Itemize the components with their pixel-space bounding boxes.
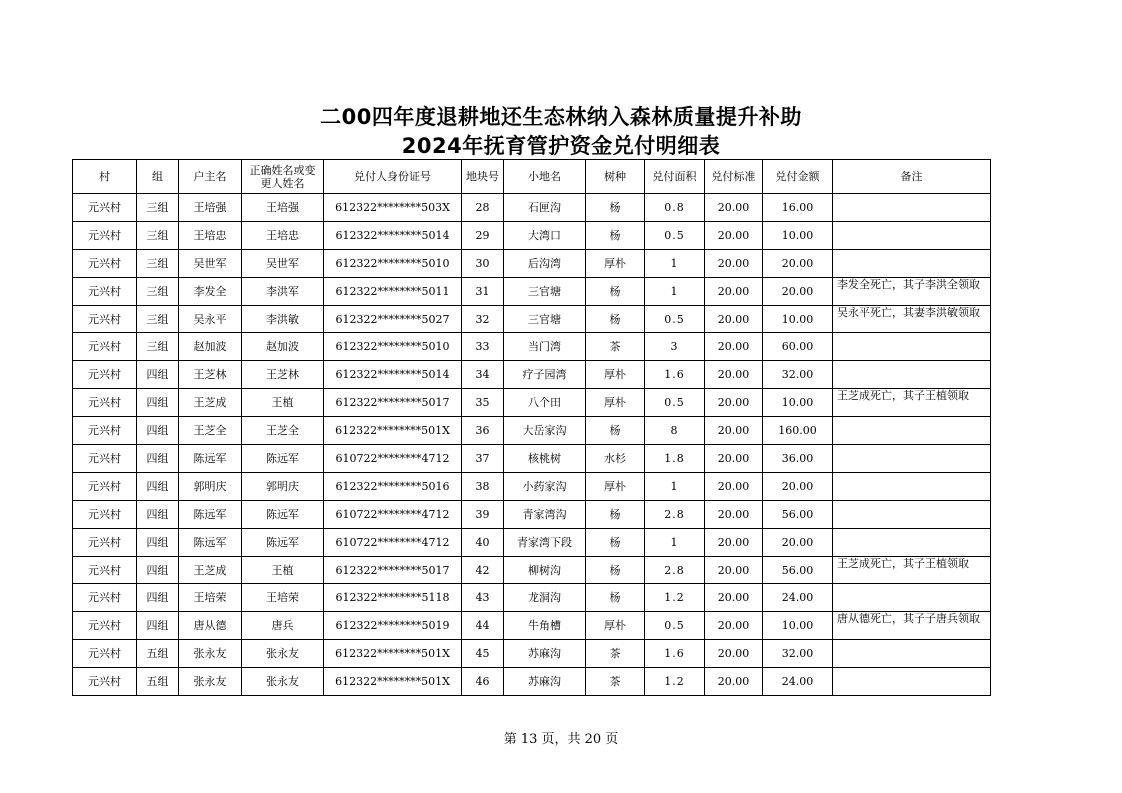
table-row: [73, 249, 991, 277]
cell-amount: 20.00: [763, 472, 833, 500]
table-body: [73, 194, 991, 696]
cell-amount: 16.00: [763, 194, 833, 222]
header-area: 兑付面积: [645, 160, 705, 194]
cell-group: 四组: [137, 556, 179, 584]
cell-remark: [833, 249, 991, 277]
cell-tree-species: 厚朴: [586, 389, 645, 417]
cell-area: 1.2: [645, 668, 705, 696]
cell-id-number: 610722********4712: [324, 445, 462, 473]
table-row: [73, 668, 991, 696]
cell-correct-name: 王培荣: [242, 584, 324, 612]
cell-tree-species: 杨: [586, 221, 645, 249]
cell-householder: 陈远军: [179, 445, 242, 473]
cell-standard: 20.00: [705, 472, 763, 500]
header-village: 村: [73, 160, 137, 194]
cell-standard: 20.00: [705, 500, 763, 528]
cell-standard: 20.00: [705, 584, 763, 612]
cell-plot-number: 33: [462, 333, 504, 361]
table-row: [73, 417, 991, 445]
cell-area: 1.8: [645, 445, 705, 473]
cell-village: 元兴村: [73, 668, 137, 696]
cell-tree-species: 杨: [586, 528, 645, 556]
cell-correct-name: 郭明庆: [242, 472, 324, 500]
cell-standard: 20.00: [705, 445, 763, 473]
cell-correct-name: 王培强: [242, 194, 324, 222]
cell-id-number: 610722********4712: [324, 500, 462, 528]
cell-standard: 20.00: [705, 528, 763, 556]
cell-id-number: 612322********5118: [324, 584, 462, 612]
cell-tree-species: 茶: [586, 668, 645, 696]
table-row: [73, 389, 991, 417]
header-tree-species: 树种: [586, 160, 645, 194]
cell-plot-number: 45: [462, 640, 504, 668]
cell-id-number: 612322********5027: [324, 305, 462, 333]
cell-remark: 王芝成死亡，其子王植领取: [833, 556, 991, 584]
cell-place-name: 三官塘: [504, 277, 586, 305]
cell-amount: 20.00: [763, 277, 833, 305]
cell-plot-number: 40: [462, 528, 504, 556]
table-row: [73, 305, 991, 333]
cell-amount: 20.00: [763, 249, 833, 277]
cell-place-name: 苏麻沟: [504, 668, 586, 696]
cell-group: 三组: [137, 221, 179, 249]
cell-correct-name: 王培忠: [242, 221, 324, 249]
cell-village: 元兴村: [73, 194, 137, 222]
cell-correct-name: 王植: [242, 389, 324, 417]
cell-area: 0.5: [645, 221, 705, 249]
cell-place-name: 大岳家沟: [504, 417, 586, 445]
cell-amount: 10.00: [763, 612, 833, 640]
cell-group: 四组: [137, 389, 179, 417]
cell-area: 2.8: [645, 500, 705, 528]
cell-standard: 20.00: [705, 277, 763, 305]
table-row: [73, 333, 991, 361]
cell-standard: 20.00: [705, 417, 763, 445]
cell-group: 四组: [137, 361, 179, 389]
cell-place-name: 八个田: [504, 389, 586, 417]
cell-area: 3: [645, 333, 705, 361]
cell-remark: 吴永平死亡，其妻李洪敏领取: [833, 305, 991, 333]
cell-area: 1: [645, 249, 705, 277]
cell-plot-number: 35: [462, 389, 504, 417]
cell-area: 1: [645, 277, 705, 305]
cell-area: 1.6: [645, 361, 705, 389]
cell-group: 四组: [137, 445, 179, 473]
cell-village: 元兴村: [73, 249, 137, 277]
cell-remark: [833, 500, 991, 528]
cell-village: 元兴村: [73, 472, 137, 500]
cell-householder: 王芝成: [179, 556, 242, 584]
cell-village: 元兴村: [73, 528, 137, 556]
cell-plot-number: 31: [462, 277, 504, 305]
payment-detail-table: [72, 159, 991, 696]
table-row: [73, 528, 991, 556]
cell-amount: 20.00: [763, 528, 833, 556]
cell-group: 三组: [137, 305, 179, 333]
cell-area: 8: [645, 417, 705, 445]
cell-correct-name: 陈远军: [242, 445, 324, 473]
cell-village: 元兴村: [73, 612, 137, 640]
cell-village: 元兴村: [73, 305, 137, 333]
cell-remark: 唐从德死亡，其子子唐兵领取: [833, 612, 991, 640]
cell-householder: 王芝全: [179, 417, 242, 445]
cell-remark: [833, 472, 991, 500]
cell-householder: 王培荣: [179, 584, 242, 612]
cell-area: 0.5: [645, 389, 705, 417]
cell-amount: 24.00: [763, 668, 833, 696]
cell-group: 四组: [137, 612, 179, 640]
document-title-line2: 2024年抚育管护资金兑付明细表: [401, 134, 721, 158]
cell-id-number: 610722********4712: [324, 528, 462, 556]
cell-correct-name: 陈远军: [242, 528, 324, 556]
cell-householder: 王芝林: [179, 361, 242, 389]
cell-id-number: 612322********501X: [324, 640, 462, 668]
cell-amount: 24.00: [763, 584, 833, 612]
cell-area: 0.5: [645, 305, 705, 333]
cell-tree-species: 杨: [586, 194, 645, 222]
table-row: [73, 221, 991, 249]
cell-standard: 20.00: [705, 221, 763, 249]
table-row: [73, 445, 991, 473]
cell-correct-name: 陈远军: [242, 500, 324, 528]
cell-tree-species: 茶: [586, 640, 645, 668]
cell-standard: 20.00: [705, 556, 763, 584]
table-row: [73, 640, 991, 668]
cell-village: 元兴村: [73, 361, 137, 389]
cell-amount: 56.00: [763, 500, 833, 528]
table-row: [73, 584, 991, 612]
cell-standard: 20.00: [705, 389, 763, 417]
cell-correct-name: 唐兵: [242, 612, 324, 640]
cell-householder: 吴世军: [179, 249, 242, 277]
cell-id-number: 612322********5011: [324, 277, 462, 305]
cell-id-number: 612322********5017: [324, 389, 462, 417]
cell-village: 元兴村: [73, 445, 137, 473]
cell-plot-number: 32: [462, 305, 504, 333]
table-header-row: [73, 160, 991, 194]
cell-correct-name: 王芝林: [242, 361, 324, 389]
cell-householder: 王培忠: [179, 221, 242, 249]
cell-id-number: 612322********501X: [324, 668, 462, 696]
cell-standard: 20.00: [705, 305, 763, 333]
cell-id-number: 612322********5014: [324, 221, 462, 249]
document-title-line1: 二00四年度退耕地还生态林纳入森林质量提升补助: [320, 105, 802, 129]
cell-village: 元兴村: [73, 221, 137, 249]
table-row: [73, 277, 991, 305]
header-remark: 备注: [833, 160, 991, 194]
header-id-number: 兑付人身份证号: [324, 160, 462, 194]
cell-amount: 60.00: [763, 333, 833, 361]
cell-group: 三组: [137, 277, 179, 305]
cell-tree-species: 厚朴: [586, 612, 645, 640]
cell-tree-species: 杨: [586, 305, 645, 333]
cell-tree-species: 厚朴: [586, 249, 645, 277]
cell-place-name: 三官塘: [504, 305, 586, 333]
cell-id-number: 612322********5016: [324, 472, 462, 500]
cell-correct-name: 赵加波: [242, 333, 324, 361]
cell-householder: 唐从德: [179, 612, 242, 640]
cell-householder: 王芝成: [179, 389, 242, 417]
header-plot-number: 地块号: [462, 160, 504, 194]
cell-place-name: 小药家沟: [504, 472, 586, 500]
header-place-name: 小地名: [504, 160, 586, 194]
cell-amount: 10.00: [763, 389, 833, 417]
cell-area: 1: [645, 528, 705, 556]
cell-correct-name: 张永友: [242, 640, 324, 668]
cell-correct-name: 王植: [242, 556, 324, 584]
cell-amount: 56.00: [763, 556, 833, 584]
cell-amount: 32.00: [763, 361, 833, 389]
cell-remark: [833, 221, 991, 249]
header-amount: 兑付金额: [763, 160, 833, 194]
cell-village: 元兴村: [73, 389, 137, 417]
cell-remark: [833, 528, 991, 556]
cell-place-name: 当门湾: [504, 333, 586, 361]
cell-place-name: 后沟湾: [504, 249, 586, 277]
cell-village: 元兴村: [73, 640, 137, 668]
cell-group: 四组: [137, 584, 179, 612]
cell-area: 0.8: [645, 194, 705, 222]
cell-tree-species: 杨: [586, 277, 645, 305]
cell-group: 四组: [137, 528, 179, 556]
cell-remark: [833, 445, 991, 473]
cell-standard: 20.00: [705, 194, 763, 222]
table-row: [73, 500, 991, 528]
cell-area: 1: [645, 472, 705, 500]
cell-area: 1.6: [645, 640, 705, 668]
cell-id-number: 612322********501X: [324, 417, 462, 445]
cell-householder: 赵加波: [179, 333, 242, 361]
cell-plot-number: 46: [462, 668, 504, 696]
cell-remark: 王芝成死亡，其子王植领取: [833, 389, 991, 417]
cell-tree-species: 厚朴: [586, 361, 645, 389]
cell-id-number: 612322********503X: [324, 194, 462, 222]
cell-group: 五组: [137, 640, 179, 668]
page-footer: 第 13 页，共 20 页: [503, 732, 619, 747]
cell-plot-number: 42: [462, 556, 504, 584]
table-row: [73, 612, 991, 640]
cell-remark: [833, 417, 991, 445]
table-row: [73, 361, 991, 389]
cell-place-name: 疗子园湾: [504, 361, 586, 389]
cell-id-number: 612322********5017: [324, 556, 462, 584]
cell-plot-number: 34: [462, 361, 504, 389]
cell-householder: 张永友: [179, 640, 242, 668]
cell-amount: 10.00: [763, 305, 833, 333]
cell-tree-species: 厚朴: [586, 472, 645, 500]
cell-remark: 李发全死亡，其子李洪全领取: [833, 277, 991, 305]
header-correct-name: 正确姓名或变更人姓名: [242, 160, 324, 194]
cell-tree-species: 杨: [586, 584, 645, 612]
cell-group: 四组: [137, 500, 179, 528]
cell-group: 五组: [137, 668, 179, 696]
cell-village: 元兴村: [73, 333, 137, 361]
cell-remark: [833, 668, 991, 696]
cell-standard: 20.00: [705, 640, 763, 668]
cell-correct-name: 李洪敏: [242, 305, 324, 333]
cell-village: 元兴村: [73, 417, 137, 445]
cell-correct-name: 张永友: [242, 668, 324, 696]
cell-standard: 20.00: [705, 361, 763, 389]
header-householder: 户主名: [179, 160, 242, 194]
cell-correct-name: 王芝全: [242, 417, 324, 445]
cell-amount: 160.00: [763, 417, 833, 445]
cell-plot-number: 44: [462, 612, 504, 640]
cell-standard: 20.00: [705, 612, 763, 640]
cell-plot-number: 43: [462, 584, 504, 612]
cell-standard: 20.00: [705, 249, 763, 277]
cell-place-name: 牛角槽: [504, 612, 586, 640]
cell-remark: [833, 361, 991, 389]
cell-village: 元兴村: [73, 277, 137, 305]
cell-place-name: 青家湾下段: [504, 528, 586, 556]
cell-standard: 20.00: [705, 668, 763, 696]
cell-remark: [833, 584, 991, 612]
cell-group: 三组: [137, 194, 179, 222]
cell-tree-species: 茶: [586, 333, 645, 361]
cell-id-number: 612322********5010: [324, 249, 462, 277]
cell-id-number: 612322********5010: [324, 333, 462, 361]
cell-place-name: 青家湾沟: [504, 500, 586, 528]
cell-householder: 王培强: [179, 194, 242, 222]
cell-tree-species: 杨: [586, 556, 645, 584]
cell-tree-species: 水杉: [586, 445, 645, 473]
cell-place-name: 石匣沟: [504, 194, 586, 222]
cell-householder: 陈远军: [179, 500, 242, 528]
cell-plot-number: 30: [462, 249, 504, 277]
table-row: [73, 472, 991, 500]
cell-householder: 张永友: [179, 668, 242, 696]
cell-area: 2.8: [645, 556, 705, 584]
cell-householder: 陈远军: [179, 528, 242, 556]
cell-plot-number: 28: [462, 194, 504, 222]
cell-householder: 吴永平: [179, 305, 242, 333]
header-group: 组: [137, 160, 179, 194]
cell-correct-name: 吴世军: [242, 249, 324, 277]
cell-remark: [833, 640, 991, 668]
cell-plot-number: 36: [462, 417, 504, 445]
cell-area: 1.2: [645, 584, 705, 612]
cell-village: 元兴村: [73, 500, 137, 528]
cell-remark: [833, 194, 991, 222]
cell-place-name: 龙洞沟: [504, 584, 586, 612]
table-row: [73, 194, 991, 222]
cell-plot-number: 38: [462, 472, 504, 500]
cell-id-number: 612322********5014: [324, 361, 462, 389]
cell-group: 四组: [137, 417, 179, 445]
cell-place-name: 大湾口: [504, 221, 586, 249]
cell-remark: [833, 333, 991, 361]
cell-plot-number: 29: [462, 221, 504, 249]
cell-group: 三组: [137, 333, 179, 361]
cell-householder: 李发全: [179, 277, 242, 305]
cell-place-name: 核桃树: [504, 445, 586, 473]
cell-amount: 32.00: [763, 640, 833, 668]
cell-area: 0.5: [645, 612, 705, 640]
cell-plot-number: 37: [462, 445, 504, 473]
cell-group: 四组: [137, 472, 179, 500]
table-row: [73, 556, 991, 584]
cell-id-number: 612322********5019: [324, 612, 462, 640]
cell-householder: 郭明庆: [179, 472, 242, 500]
cell-standard: 20.00: [705, 333, 763, 361]
cell-village: 元兴村: [73, 584, 137, 612]
cell-tree-species: 杨: [586, 500, 645, 528]
cell-village: 元兴村: [73, 556, 137, 584]
cell-tree-species: 杨: [586, 417, 645, 445]
cell-place-name: 苏麻沟: [504, 640, 586, 668]
header-standard: 兑付标准: [705, 160, 763, 194]
cell-plot-number: 39: [462, 500, 504, 528]
cell-correct-name: 李洪军: [242, 277, 324, 305]
cell-amount: 10.00: [763, 221, 833, 249]
cell-group: 三组: [137, 249, 179, 277]
cell-amount: 36.00: [763, 445, 833, 473]
cell-place-name: 柳树沟: [504, 556, 586, 584]
